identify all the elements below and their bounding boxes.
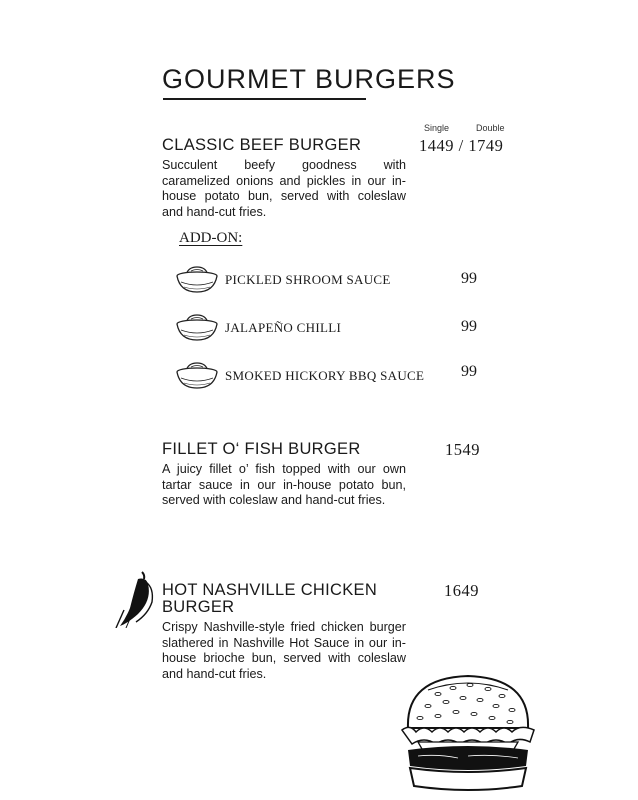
addon-label: JALAPEÑO CHILLI (225, 320, 342, 335)
addon-price: 99 (461, 270, 477, 287)
item-name-fillet-fish: FILLET O‘ FISH BURGER (162, 440, 361, 458)
addon-label: SMOKED HICKORY BBQ SAUCE (225, 368, 425, 383)
addon-item (174, 310, 494, 346)
addon-item (174, 358, 494, 394)
burger-illustration (398, 670, 538, 796)
addon-heading: ADD-ON: (179, 230, 243, 246)
addon-price: 99 (461, 318, 477, 335)
sauce-bowl-icon (174, 358, 220, 392)
addon-item (174, 262, 494, 298)
item-name-line1: HOT NASHVILLE CHICKEN (162, 581, 378, 599)
sauce-bowl-icon (174, 262, 220, 296)
title-underline (163, 98, 366, 100)
item-description-fillet-fish: A juicy fillet o’ fish topped with our own tartar sauce in our in-house potato bun, served with coleslaw and hand-cut fries. (162, 462, 406, 507)
item-name-hot-nashville (162, 582, 377, 616)
addon-label: PICKLED SHROOM SAUCE (225, 272, 391, 287)
item-name-line2: BURGER (162, 598, 235, 616)
column-header-double: Double (476, 123, 505, 133)
item-price-classic-beef: 1449 / 1749 (419, 136, 504, 155)
item-name-classic-beef: CLASSIC BEEF BURGER (162, 136, 362, 154)
sauce-bowl-icon (174, 310, 220, 344)
item-description-hot-nashville: Crispy Nashville-style fried chicken burger slathered in Nashville Hot Sauce in our in-house brioche bun, served with coleslaw and hand-cut fries. (162, 620, 406, 681)
chili-pepper-icon (112, 570, 158, 628)
page-title: GOURMET BURGERS (162, 64, 456, 94)
item-price-fillet-fish: 1549 (445, 440, 480, 459)
addon-price: 99 (461, 363, 477, 380)
column-header-single: Single (424, 123, 450, 133)
item-description-classic-beef: Succulent beefy goodness with caramelized onions and pickles in our in-house potato bun, served with coleslaw and hand-cut fries. (162, 158, 406, 219)
item-price-hot-nashville: 1649 (444, 581, 479, 600)
